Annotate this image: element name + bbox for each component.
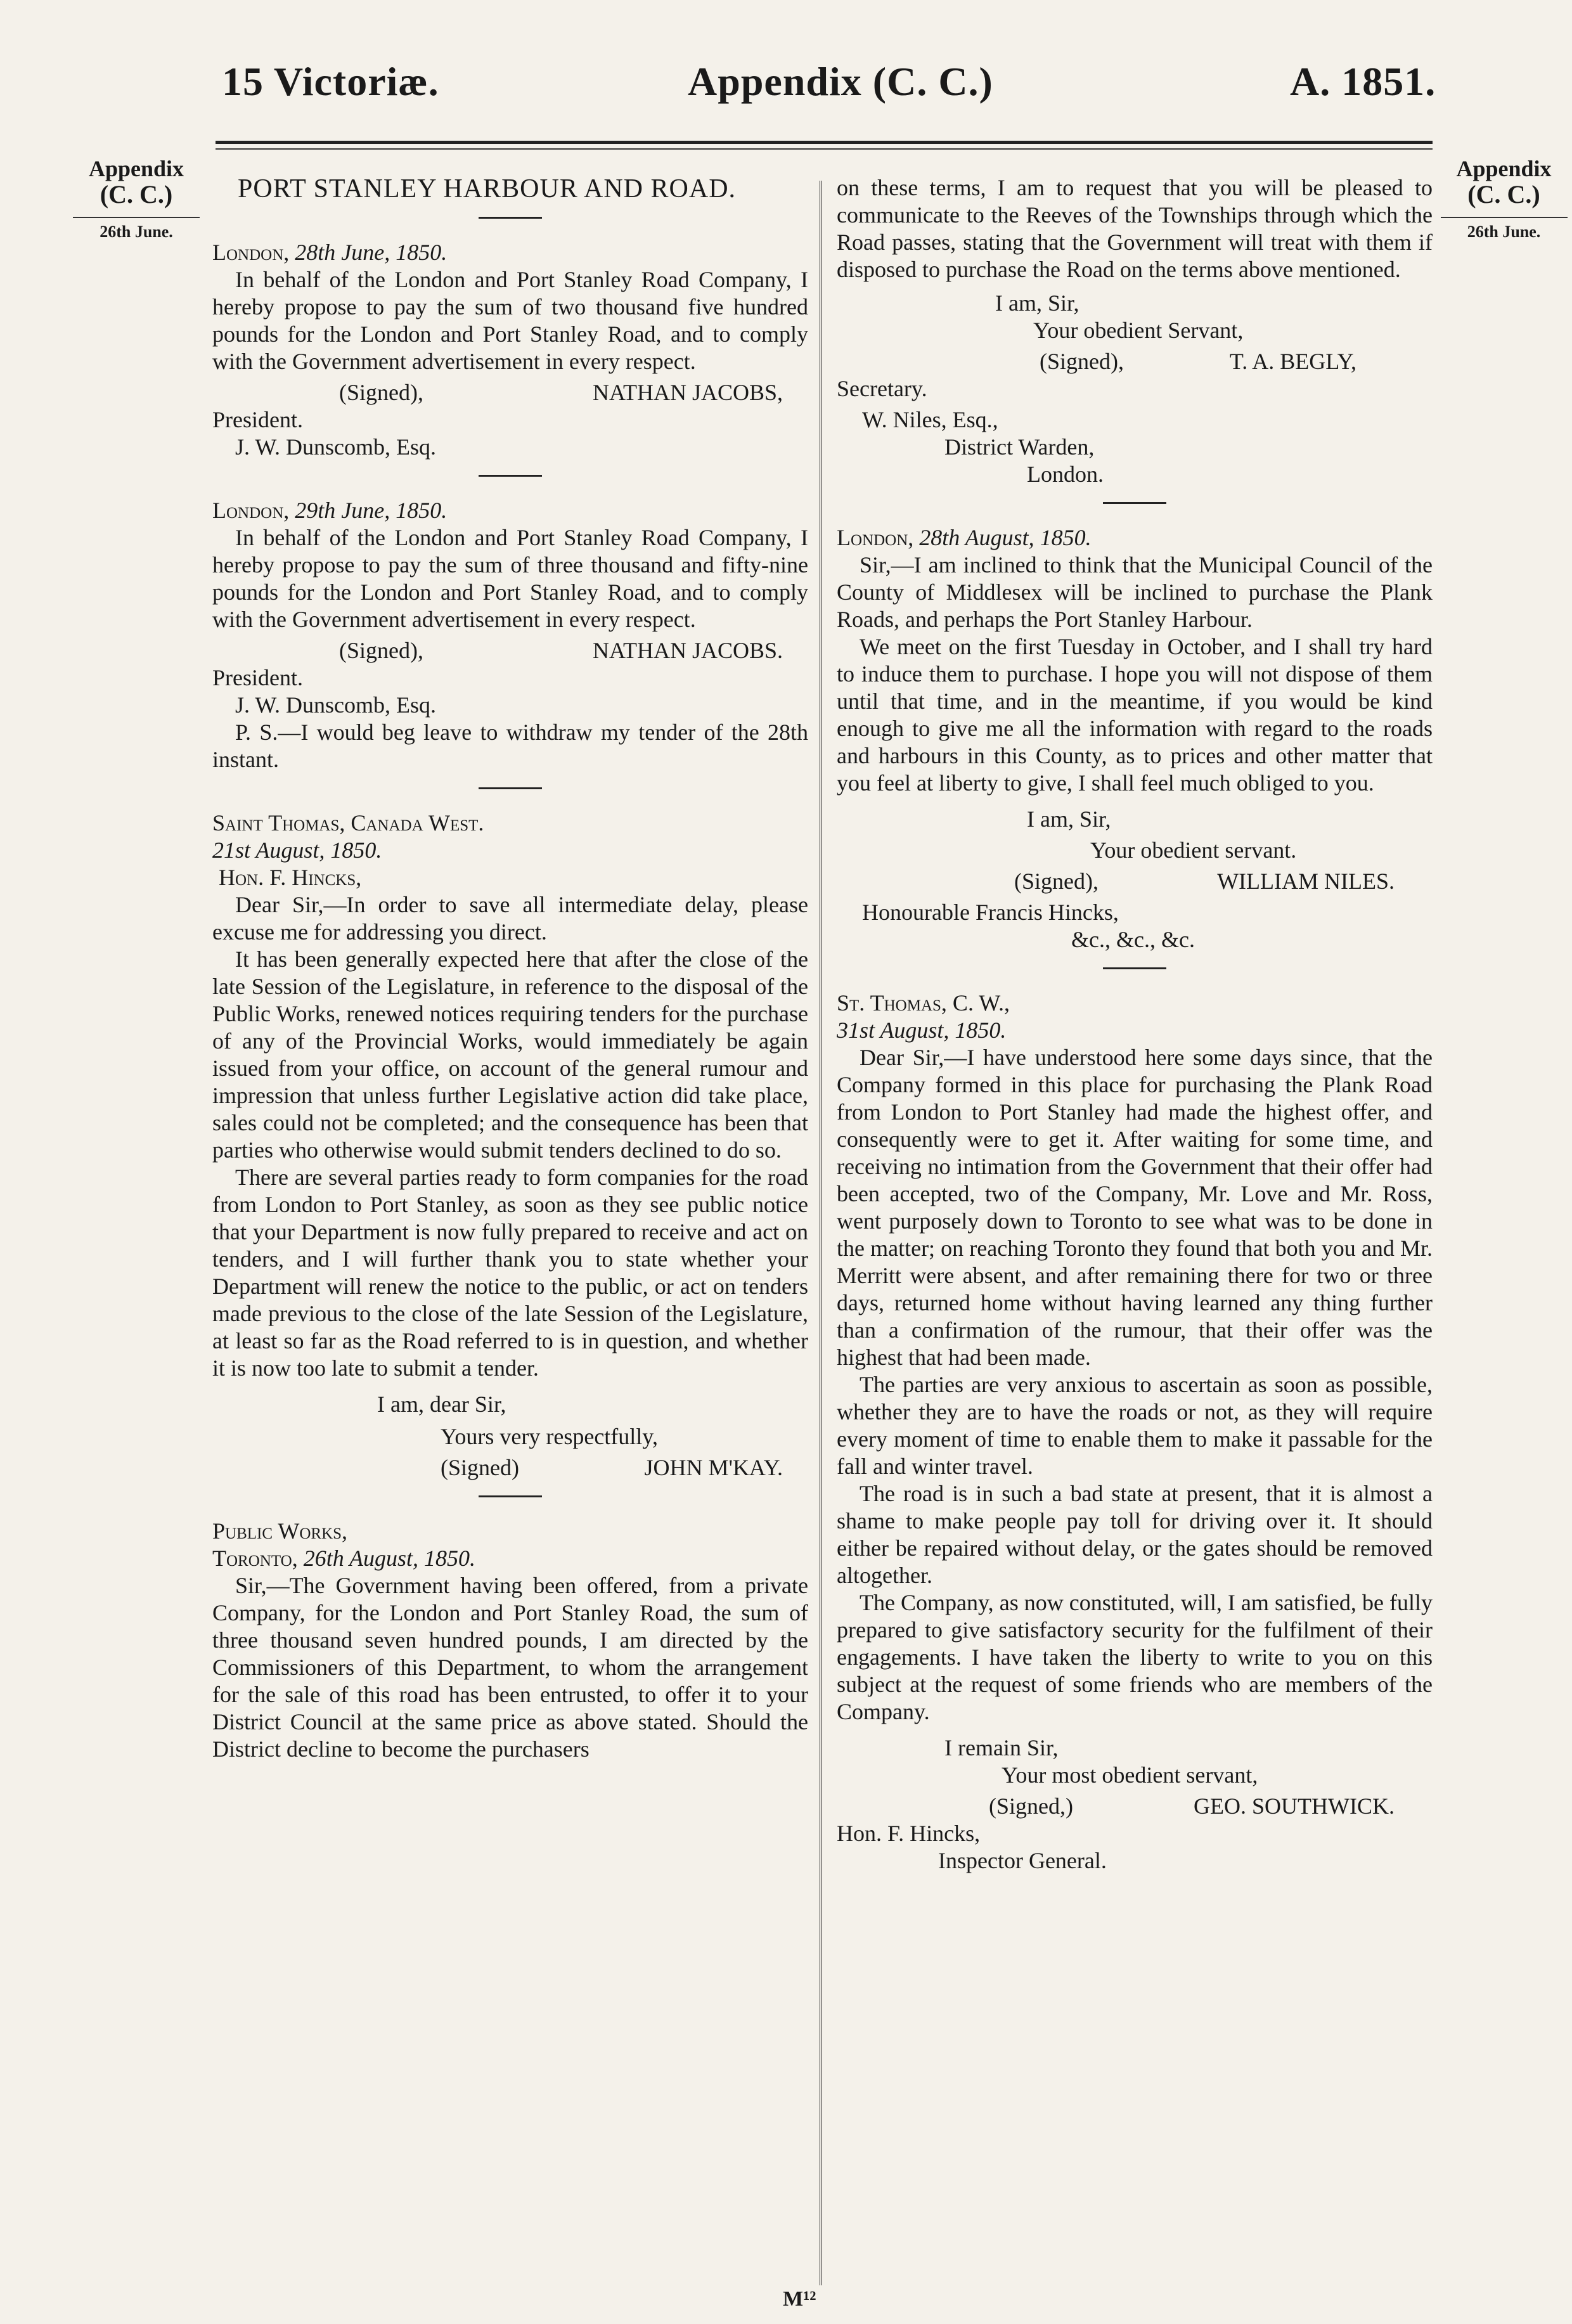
letter-southwick [837, 990, 1433, 1875]
signer-role: President. [212, 665, 303, 690]
separator [479, 217, 542, 219]
letter-recipient: Hon. F. Hincks, [219, 865, 362, 890]
letter-paragraph: We meet on the first Tuesday in October, and I shall try hard to induce them to purchase. I hope you will not dispose of them until that time, and in the meantime, if you would be kind enough to give me all the information with regard to the roads and harbours in this County, as to prices and other matter that you feel at liberty to give, I shall feel much obliged to you. [837, 634, 1433, 796]
letter-tender-1 [212, 239, 808, 461]
signed-label: (Signed), [339, 638, 423, 663]
letter-place: St. Thomas, C. W., [837, 990, 1010, 1016]
signer-name: JOHN M'KAY. [644, 1455, 783, 1480]
header-session: 15 Victoriæ. [222, 59, 439, 104]
signature-line [837, 868, 1433, 895]
separator [479, 1495, 542, 1497]
letter-addressee: J. W. Dunscomb, Esq. [235, 434, 437, 460]
letter-date-text: 21st August, 1850. [212, 837, 382, 863]
header-year: A. 1851. [1290, 59, 1436, 104]
column-divider [820, 181, 822, 2285]
letter-tender-2 [212, 497, 808, 773]
margin-appendix-code: (C. C.) [100, 179, 173, 209]
separator [479, 475, 542, 477]
signed-label: (Signed) [441, 1455, 519, 1480]
letter-closing: Yours very respectfully, [441, 1424, 658, 1449]
signer-name: NATHAN JACOBS. [592, 638, 783, 663]
letter-date-text: 31st August, 1850. [837, 1017, 1007, 1043]
letter-paragraph: There are several parties ready to form companies for the road from London to Port Stanley, as soon as they see public notice that your Department is now fully prepared to receive and act on tenders, and I will further thank you to state whether your Department will renew the notice to the public, or act on tenders made previous to the close of the late Session of the Legislature, at least so far as the Road referred to is in question, and whether it is now too late to submit a tender. [212, 1165, 808, 1381]
letter-addressee: J. W. Dunscomb, Esq. [235, 692, 437, 718]
letter-addressee: Hon. F. Hincks, [837, 1821, 981, 1846]
letter-addressee: W. Niles, Esq., [862, 407, 998, 432]
separator [479, 787, 542, 789]
letter-date [837, 1017, 1433, 1044]
letter-place: Saint Thomas, Canada West. [212, 810, 484, 836]
letter-dateline [212, 239, 808, 266]
letter-niles [837, 524, 1433, 953]
signer-name: WILLIAM NILES. [1217, 868, 1395, 894]
signer-role: Secretary. [837, 376, 927, 401]
margin-appendix-label: Appendix [88, 156, 184, 181]
letter-paragraph: The parties are very anxious to ascertain as soon as possible, whether they are to have the roads or not, as they will require every moment of time to enable them to make it passable for the fall and winter travel. [837, 1372, 1433, 1479]
signer-name: NATHAN JACOBS, [592, 380, 783, 405]
margin-brace [73, 210, 200, 218]
letter-paragraph: The Company, as now constituted, will, I am satisfied, be fully prepared to give satisfactory security for the fulfilment of their engagements. I have taken the liberty to write to you on this subject at the request of some friends who are members of the Company. [837, 1590, 1433, 1724]
letter-addressee: Honourable Francis Hincks, [862, 900, 1119, 925]
signature-line [837, 348, 1433, 375]
letter-date: 26th August, 1850. [303, 1546, 476, 1571]
letter-paragraph: Dear Sir,—I have understood here some days since, that the Company formed in this place for purchasing the Plank Road from London to Port Stanley had made the highest offer, and consequently were to get it. After waiting for some time, and receiving no intimation from the Government that their offer had been accepted, two of the Company, Mr. Love and Mr. Ross, went purposely down to Toronto to see what was to be done in the matter; on reaching Toronto they found that both you and Mr. Merritt were absent, and after remaining there for two or three days, returned home without having learned any thing further than a confirmation of the rumour, that their offer was the highest that had been made. [837, 1045, 1433, 1370]
letter-paragraph: The road is in such a bad state at present, that it is almost a shame to make people pay toll for driving over it. It should either be repaired without delay, or the gates should be removed altogether. [837, 1481, 1433, 1588]
letter-closing: I am, Sir, [995, 290, 1079, 316]
letter-place: London, [212, 240, 290, 265]
signature-line [212, 379, 808, 406]
letter-public-works-continued [837, 174, 1433, 488]
letter-body: In behalf of the London and Port Stanley Road Company, I hereby propose to pay the sum of three thousand and fifty-nine pounds for the London and Port Stanley Road, and to comply with the Government advertisement in every respect. [212, 525, 808, 632]
signature-line [212, 637, 808, 664]
letter-body: In behalf of the London and Port Stanley Road Company, I hereby propose to pay the sum of two thousand five hundred pounds for the London and Port Stanley Road, and to comply with the Government advertisement in every respect. [212, 267, 808, 374]
signed-label: (Signed,) [989, 1793, 1073, 1819]
signed-label: (Signed), [339, 380, 423, 405]
letter-body: Sir,—The Government having been offered, from a private Company, for the London and Port Stanley Road, the sum of three thousand seven hundred pounds, I am directed by the Commissioners of this Department, to whom the arrangement for the sale of this road has been entrusted, to offer it to your District Council at the same price as above stated. Should the District decline to become the purchasers [212, 1573, 808, 1762]
margin-appendix-code: (C. C.) [1467, 179, 1540, 209]
letter-place: Public Works, [212, 1518, 348, 1544]
header-rule [216, 141, 1433, 144]
letter-date [212, 837, 808, 864]
header-appendix: Appendix (C. C.) [688, 59, 993, 104]
signature-line [212, 1454, 808, 1482]
letter-dateline [212, 1545, 808, 1572]
letter-mckay [212, 810, 808, 1482]
margin-date: 26th June. [1467, 222, 1541, 241]
letter-paragraph: Dear Sir,—In order to save all intermediate delay, please excuse me for addressing you direct. [212, 892, 808, 945]
letter-place: London, [212, 498, 290, 523]
letter-addressee: London. [1027, 462, 1104, 487]
margin-note-right [1436, 157, 1572, 240]
letter-place-city: Toronto, [212, 1546, 298, 1571]
header-rule-thin [216, 148, 1433, 150]
letter-date: 28th June, 1850. [295, 240, 448, 265]
right-column [837, 174, 1433, 1875]
letter-date: 29th June, 1850. [295, 498, 448, 523]
signer-name: T. A. BEGLY, [1229, 349, 1356, 374]
letter-addressee: &c., &c., &c. [1071, 927, 1195, 952]
letter-paragraph: Sir,—I am inclined to think that the Municipal Council of the County of Middlesex will be inclined to purchase the Plank Roads, and perhaps the Port Stanley Harbour. [837, 552, 1433, 632]
signer-name: GEO. SOUTHWICK. [1194, 1793, 1395, 1819]
signer-role: President. [212, 407, 303, 432]
left-column [212, 174, 808, 1763]
margin-appendix-label: Appendix [1456, 156, 1552, 181]
letter-date: 28th August, 1850. [919, 525, 1092, 550]
letter-addressee: District Warden, [944, 434, 1095, 460]
letter-closing: I am, dear Sir, [377, 1391, 506, 1417]
letter-postscript: P. S.—I would beg leave to withdraw my tender of the 28th instant. [212, 720, 808, 772]
signed-label: (Signed), [1014, 868, 1098, 894]
letter-public-works [212, 1518, 808, 1763]
letter-paragraph: It has been generally expected here that after the close of the late Session of the Legislature, in reference to the disposal of the Public Works, renewed notices requiring tenders for the purchase of any of the Provincial Works, would immediately be again issued from your office, on account of the general rumour and impression that unless further Legislative action did take place, sales could not be completed; and the consequence has been that parties who otherwise would submit tenders declined to do so. [212, 946, 808, 1163]
letter-closing: I am, Sir, [1027, 806, 1111, 832]
letter-body: on these terms, I am to request that you will be pleased to communicate to the Reeves of the Townships through which the Road passes, stating that the Government will treat with them if disposed to purchase the Road on the terms above mentioned. [837, 175, 1433, 282]
letter-dateline [212, 497, 808, 524]
margin-note-left [57, 157, 216, 240]
letter-dateline [837, 524, 1433, 552]
letter-place: London, [837, 525, 914, 550]
letter-closing: Your most obedient servant, [1002, 1762, 1258, 1788]
letter-addressee: Inspector General. [938, 1848, 1107, 1873]
page-title: PORT STANLEY HARBOUR AND ROAD. [238, 174, 737, 203]
separator [1103, 502, 1166, 504]
letter-closing: I remain Sir, [944, 1735, 1059, 1760]
margin-date: 26th June. [100, 222, 173, 241]
margin-brace [1441, 210, 1568, 218]
letter-closing: Your obedient servant. [1090, 837, 1297, 863]
signed-label: (Signed), [1040, 349, 1124, 374]
signature-line [837, 1793, 1433, 1820]
letter-closing: Your obedient Servant, [1033, 318, 1244, 343]
signature-mark: M¹² [783, 2287, 816, 2311]
separator [1103, 967, 1166, 969]
